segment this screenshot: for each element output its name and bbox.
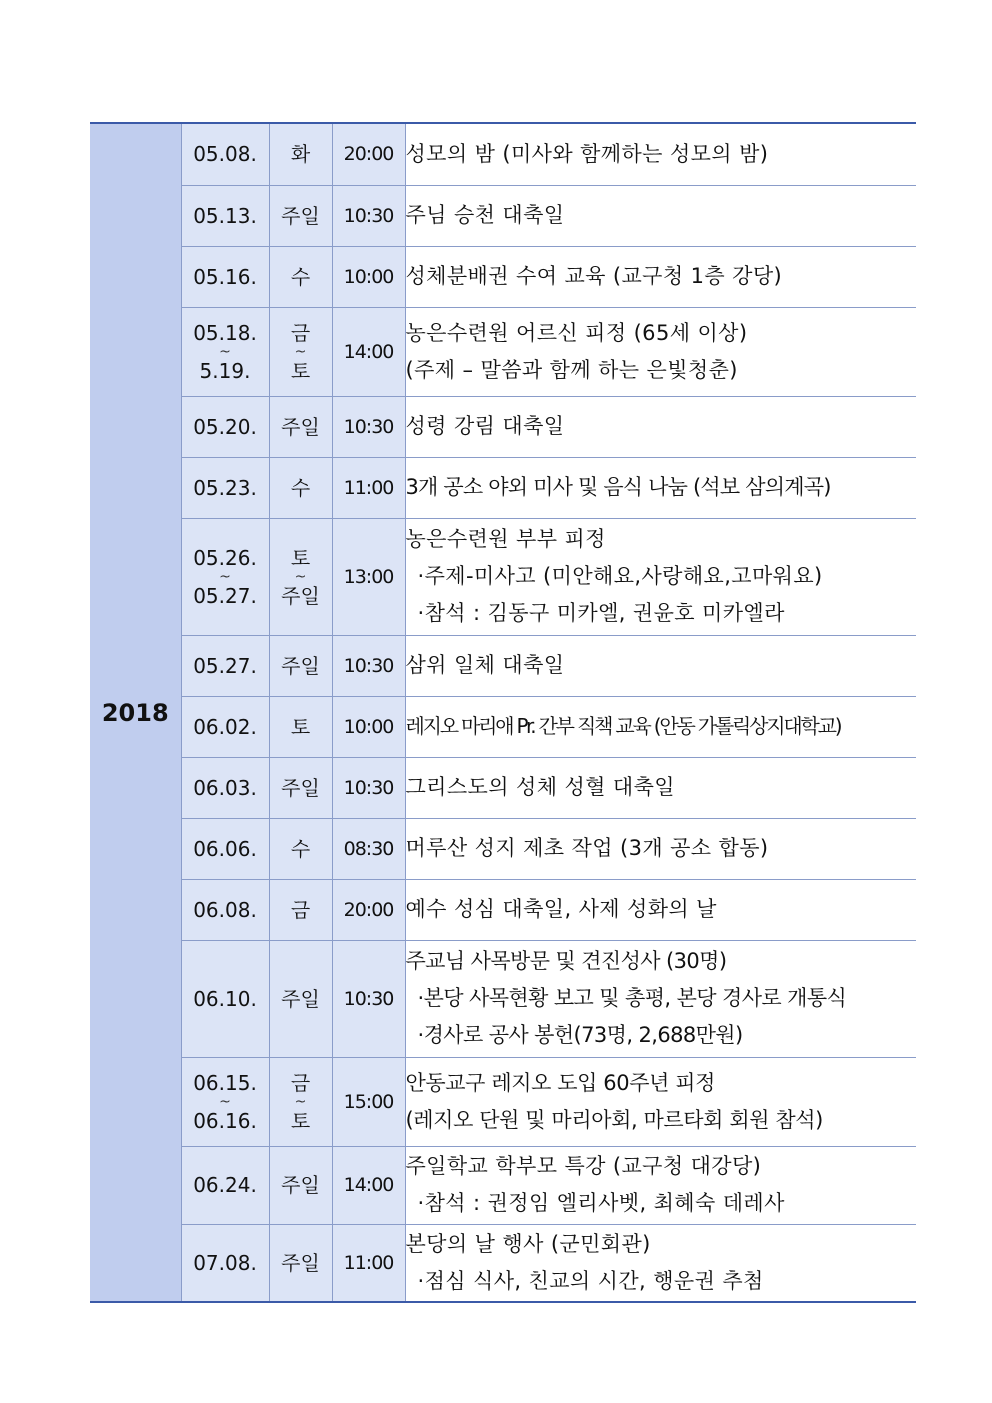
range-marker: ~ xyxy=(294,343,307,360)
day-cell: 수 xyxy=(269,457,332,518)
table-row xyxy=(90,396,916,457)
description-line: ·본당 사목현황 보고 및 총평, 본당 경사로 개통식 xyxy=(417,986,847,1010)
description-line: 예수 성심 대축일, 사제 성화의 날 xyxy=(405,897,717,921)
date-start: 05.18. xyxy=(193,320,257,345)
date-cell: 05.08. xyxy=(181,123,269,185)
date-cell: 06.08. xyxy=(181,879,269,940)
date-cell: 06.02. xyxy=(181,696,269,757)
time-cell: 20:00 xyxy=(332,123,405,185)
date-cell: 06.03. xyxy=(181,757,269,818)
table-row xyxy=(90,818,916,879)
date-cell: 05.16. xyxy=(181,246,269,307)
date-end: 06.16. xyxy=(193,1108,257,1133)
description-cell xyxy=(405,818,916,879)
description-cell xyxy=(405,518,916,635)
description-line: 레지오 마리애 Pr. 간부 직책 교육 (안동 가톨릭상지대학교) xyxy=(405,714,841,738)
description-line: 3개 공소 야외 미사 및 음식 나눔 (석보 삼의계곡) xyxy=(405,475,831,499)
date-cell: 07.08. xyxy=(181,1224,269,1302)
description-cell xyxy=(405,1224,916,1302)
description-line: 주일학교 학부모 특강 (교구청 대강당) xyxy=(405,1154,762,1178)
description-line: ·점심 식사, 친교의 시간, 행운권 추첨 xyxy=(417,1268,764,1293)
date-cell: 06.06. xyxy=(181,818,269,879)
time-cell: 10:30 xyxy=(332,185,405,246)
day-start: 금 xyxy=(290,320,311,345)
range-marker: ~ xyxy=(294,1093,307,1110)
date-cell: 05.27. xyxy=(181,635,269,696)
time-cell: 20:00 xyxy=(332,879,405,940)
description-line: 성령 강림 대축일 xyxy=(405,414,565,438)
description-cell xyxy=(405,307,916,396)
description-cell xyxy=(405,123,916,185)
day-cell: 금 xyxy=(269,879,332,940)
time-cell: 10:30 xyxy=(332,940,405,1057)
table-row xyxy=(90,307,916,396)
date-cell: 06.10. xyxy=(181,940,269,1057)
table-row xyxy=(90,1224,916,1302)
date-cell: 05.20. xyxy=(181,396,269,457)
description-line: 본당의 날 행사 (군민회관) xyxy=(405,1231,651,1256)
day-start: 금 xyxy=(290,1070,311,1095)
table-row xyxy=(90,757,916,818)
description-line: 안동교구 레지오 도입 60주년 피정 xyxy=(405,1070,716,1095)
description-line: (주제 – 말씀과 함께 하는 은빛청춘) xyxy=(405,357,738,382)
time-cell: 14:00 xyxy=(332,1146,405,1224)
range-marker: ~ xyxy=(294,568,307,585)
range-marker: ~ xyxy=(219,568,231,585)
description-cell xyxy=(405,246,916,307)
time-cell: 10:30 xyxy=(332,635,405,696)
description-line: (레지오 단원 및 마리아회, 마르타회 회원 참석) xyxy=(405,1107,823,1132)
day-cell: 주일 xyxy=(269,940,332,1057)
description-cell xyxy=(405,1057,916,1146)
day-cell: 토 xyxy=(269,696,332,757)
date-cell: 05.13. xyxy=(181,185,269,246)
year-cell: 2018 xyxy=(90,123,181,1302)
description-cell xyxy=(405,396,916,457)
description-cell xyxy=(405,1146,916,1224)
table-row xyxy=(90,879,916,940)
time-cell: 11:00 xyxy=(332,457,405,518)
day-cell: 주일 xyxy=(269,396,332,457)
date-cell xyxy=(181,518,269,635)
time-cell: 10:00 xyxy=(332,246,405,307)
date-end: 5.19. xyxy=(199,358,251,383)
description-line: ·참석 : 권정임 엘리사벳, 최혜숙 데레사 xyxy=(417,1191,785,1215)
description-line: 농은수련원 어르신 피정 (65세 이상) xyxy=(405,320,748,345)
description-line: ·주제-미사고 (미안해요,사랑해요,고마워요) xyxy=(417,564,823,588)
description-cell xyxy=(405,696,916,757)
table-row xyxy=(90,518,916,635)
day-cell: 주일 xyxy=(269,185,332,246)
description-line: 삼위 일체 대축일 xyxy=(405,653,565,677)
description-line: ·경사로 공사 봉헌(73명, 2,688만원) xyxy=(417,1023,743,1047)
day-cell: 주일 xyxy=(269,635,332,696)
table-row xyxy=(90,185,916,246)
description-line: 성모의 밤 (미사와 함께하는 성모의 밤) xyxy=(405,141,769,166)
table-row xyxy=(90,123,916,185)
date-start: 06.15. xyxy=(193,1070,257,1095)
description-cell xyxy=(405,757,916,818)
table-row xyxy=(90,457,916,518)
day-cell xyxy=(269,1057,332,1146)
table-row xyxy=(90,696,916,757)
time-cell: 08:30 xyxy=(332,818,405,879)
date-cell xyxy=(181,307,269,396)
day-cell: 주일 xyxy=(269,757,332,818)
time-cell: 15:00 xyxy=(332,1057,405,1146)
table-row xyxy=(90,1146,916,1224)
day-cell: 수 xyxy=(269,818,332,879)
day-end: 주일 xyxy=(281,583,320,608)
time-cell: 10:30 xyxy=(332,396,405,457)
day-cell xyxy=(269,307,332,396)
description-cell xyxy=(405,879,916,940)
date-end: 05.27. xyxy=(193,583,257,608)
date-cell: 05.23. xyxy=(181,457,269,518)
day-cell: 수 xyxy=(269,246,332,307)
time-cell: 10:30 xyxy=(332,757,405,818)
day-cell: 주일 xyxy=(269,1224,332,1302)
table-row xyxy=(90,940,916,1057)
time-cell: 10:00 xyxy=(332,696,405,757)
range-marker: ~ xyxy=(219,343,231,360)
description-line: 주교님 사목방문 및 견진성사 (30명) xyxy=(405,949,727,973)
table-row xyxy=(90,246,916,307)
time-cell: 11:00 xyxy=(332,1224,405,1302)
description-line: 주님 승천 대축일 xyxy=(405,203,565,227)
day-cell xyxy=(269,518,332,635)
range-marker: ~ xyxy=(219,1093,231,1110)
description-cell xyxy=(405,940,916,1057)
description-line: ·참석 : 김동구 미카엘, 권윤호 미카엘라 xyxy=(417,601,785,625)
description-cell xyxy=(405,457,916,518)
description-line: 농은수련원 부부 피정 xyxy=(405,527,606,551)
description-cell xyxy=(405,635,916,696)
day-cell: 주일 xyxy=(269,1146,332,1224)
description-line: 머루산 성지 제초 작업 (3개 공소 합동) xyxy=(405,836,769,860)
time-cell: 14:00 xyxy=(332,307,405,396)
description-line: 그리스도의 성체 성혈 대축일 xyxy=(405,775,675,799)
time-cell: 13:00 xyxy=(332,518,405,635)
date-cell: 06.24. xyxy=(181,1146,269,1224)
description-cell xyxy=(405,185,916,246)
day-end: 토 xyxy=(290,1108,311,1133)
day-start: 토 xyxy=(290,545,311,570)
table-row xyxy=(90,1057,916,1146)
day-end: 토 xyxy=(290,358,311,383)
day-cell: 화 xyxy=(269,123,332,185)
description-line: 성체분배권 수여 교육 (교구청 1층 강당) xyxy=(405,264,783,288)
table-row xyxy=(90,635,916,696)
schedule-table xyxy=(90,122,916,1303)
date-start: 05.26. xyxy=(193,545,257,570)
date-cell xyxy=(181,1057,269,1146)
